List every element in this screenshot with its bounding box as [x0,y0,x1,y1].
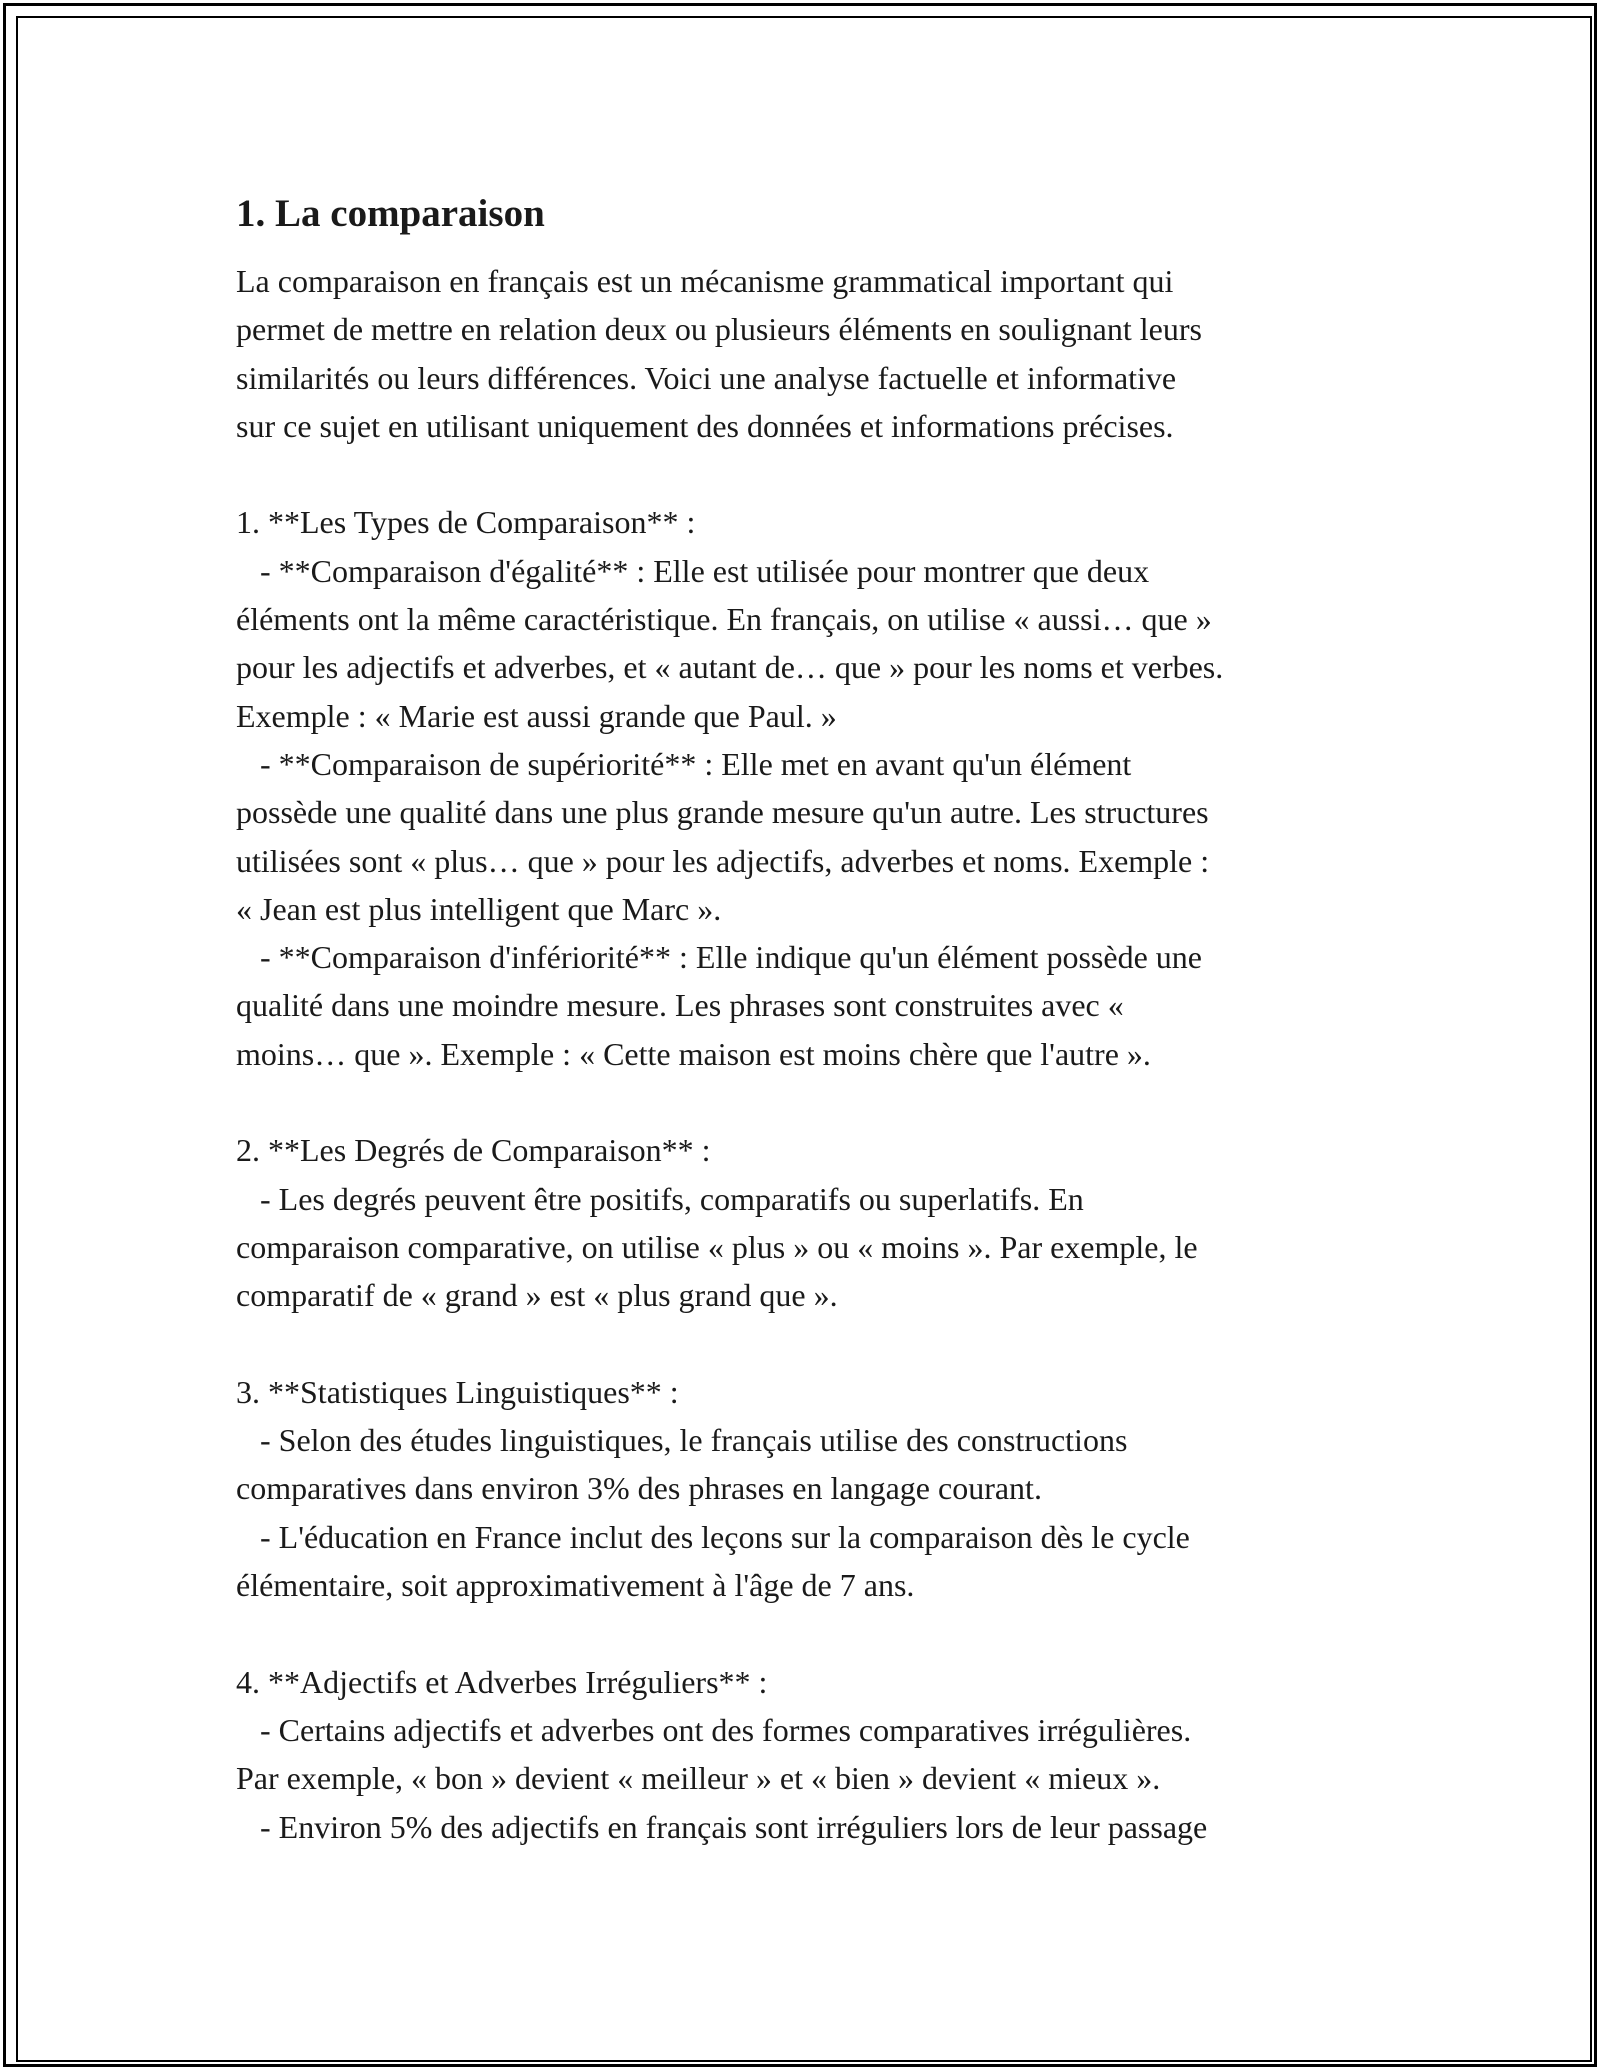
document-content [236,185,1376,1851]
section-heading: 1. La comparaison [236,192,545,235]
section-body-text: La comparaison en français est un mécanisme grammatical important qui permet de mettre en relation deux ou plusieurs éléments en soulignant leurs similarités ou leurs différences. Voici une analyse factuelle et informative sur ce sujet en utilisant uniquement des données et informations précises. 1. **Les Types de Comparaison** : - **Comparaison d'égalité** : Elle est utilisée pour montrer que deux éléments ont la même caractéristique. En français, on utilise « aussi… que » pour les adjectifs et adverbes, et « autant de… que » pour les noms et verbes. Exemple : « Marie est aussi grande que Paul. » - **Comparaison de supériorité** : Elle met en avant qu'un élément possède une qualité dans une plus grande mesure qu'un autre. Les structures utilisées sont « plus… que » pour les adjectifs, adverbes et noms. Exemple : « Jean est plus intelligent que Marc ». - **Comparaison d'infériorité** : Elle indique qu'un élément possède une qualité dans une moindre mesure. Les phrases sont construites avec « moins… que ». Exemple : « Cette maison est moins chère que l'autre ». 2. **Les Degrés de Comparaison** : - Les degrés peuvent être positifs, comparatifs ou superlatifs. En comparaison comparative, on utilise « plus » ou « moins ». Par exemple, le comparatif de « grand » est « plus grand que ». 3. **Statistiques Linguistiques** : - Selon des études linguistiques, le français utilise des constructions comparatives dans environ 3% des phrases en langage courant. - L'éducation en France inclut des leçons sur la comparaison dès le cycle élémentaire, soit approximativement à l'âge de 7 ans. 4. **Adjectifs et Adverbes Irréguliers** : - Certains adjectifs et adverbes ont des formes comparatives irrégulières. Par exemple, « bon » devient « meilleur » et « bien » devient « mieux ». - Environ 5% des adjectifs en français sont irréguliers lors de leur passage [236,263,1224,1845]
